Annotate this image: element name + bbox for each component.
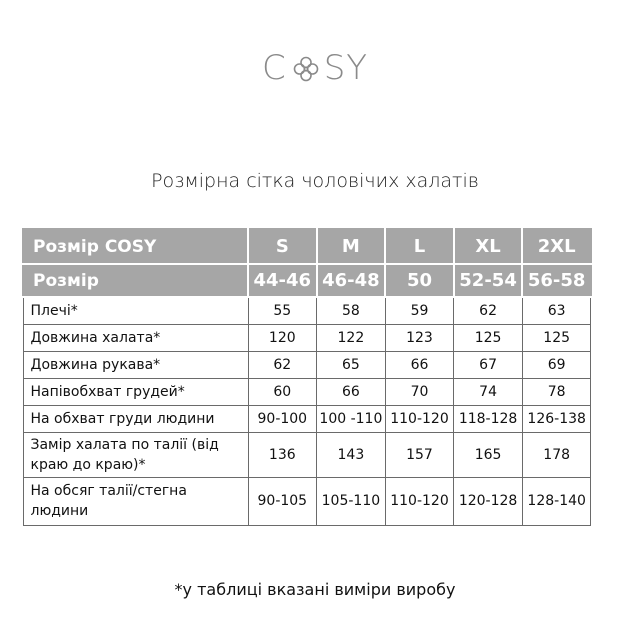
header-size-cell: S [248,229,317,264]
measurement-value: 90-105 [248,477,317,525]
page-title: Розмірна сітка чоловічих халатів [151,170,479,192]
measurement-value: 126-138 [522,405,591,432]
measurement-value: 122 [317,324,386,351]
logo-text-left: C [261,48,287,88]
measurement-value: 178 [522,432,591,477]
header-size-cell: 2XL [522,229,591,264]
measurement-value: 110-120 [385,405,454,432]
measurement-label: Довжина рукава* [23,351,248,378]
header-size-cell: 46-48 [317,264,386,297]
measurement-value: 157 [385,432,454,477]
measurement-value: 58 [317,297,386,324]
table-row [23,297,591,324]
header-row-label: Розмір COSY [23,229,248,264]
measurement-value: 165 [454,432,523,477]
header-row [23,229,591,264]
measurement-value: 90-100 [248,405,317,432]
size-table-header [23,229,591,297]
measurement-value: 123 [385,324,454,351]
measurement-value: 63 [522,297,591,324]
table-row [23,378,591,405]
measurement-value: 66 [385,351,454,378]
header-size-cell: M [317,229,386,264]
measurement-value: 65 [317,351,386,378]
measurement-value: 62 [454,297,523,324]
measurement-value: 128-140 [522,477,591,525]
size-table [22,228,592,526]
header-size-cell: XL [454,229,523,264]
measurement-value: 67 [454,351,523,378]
measurement-value: 125 [522,324,591,351]
measurement-label: Довжина халата* [23,324,248,351]
brand-logo [0,46,630,90]
table-row [23,432,591,477]
logo-text-right: SY [323,48,369,88]
flower-icon [291,53,321,83]
measurement-label: Замір халата по талії (від краю до краю)* [23,432,248,477]
measurement-value: 105-110 [317,477,386,525]
table-row [23,324,591,351]
table-row [23,405,591,432]
measurement-value: 143 [317,432,386,477]
table-row [23,477,591,525]
header-size-cell: 44-46 [248,264,317,297]
footnote: *у таблиці вказані виміри виробу [174,580,456,599]
measurement-value: 60 [248,378,317,405]
measurement-label: На обхват груди людини [23,405,248,432]
measurement-value: 110-120 [385,477,454,525]
header-size-cell: L [385,229,454,264]
measurement-value: 136 [248,432,317,477]
measurement-value: 125 [454,324,523,351]
measurement-value: 62 [248,351,317,378]
header-size-cell: 56-58 [522,264,591,297]
measurement-value: 70 [385,378,454,405]
measurement-label: Плечі* [23,297,248,324]
header-size-cell: 52-54 [454,264,523,297]
measurement-value: 74 [454,378,523,405]
table-row [23,351,591,378]
measurement-value: 59 [385,297,454,324]
measurement-value: 66 [317,378,386,405]
measurement-value: 78 [522,378,591,405]
measurement-label: На обсяг талії/стегна людини [23,477,248,525]
header-size-cell: 50 [385,264,454,297]
header-row-label: Розмір [23,264,248,297]
header-row [23,264,591,297]
measurement-value: 69 [522,351,591,378]
measurement-label: Напівобхват грудей* [23,378,248,405]
size-table-body [23,297,591,525]
measurement-value: 100 -110 [317,405,386,432]
measurement-value: 55 [248,297,317,324]
measurement-value: 120-128 [454,477,523,525]
measurement-value: 120 [248,324,317,351]
measurement-value: 118-128 [454,405,523,432]
